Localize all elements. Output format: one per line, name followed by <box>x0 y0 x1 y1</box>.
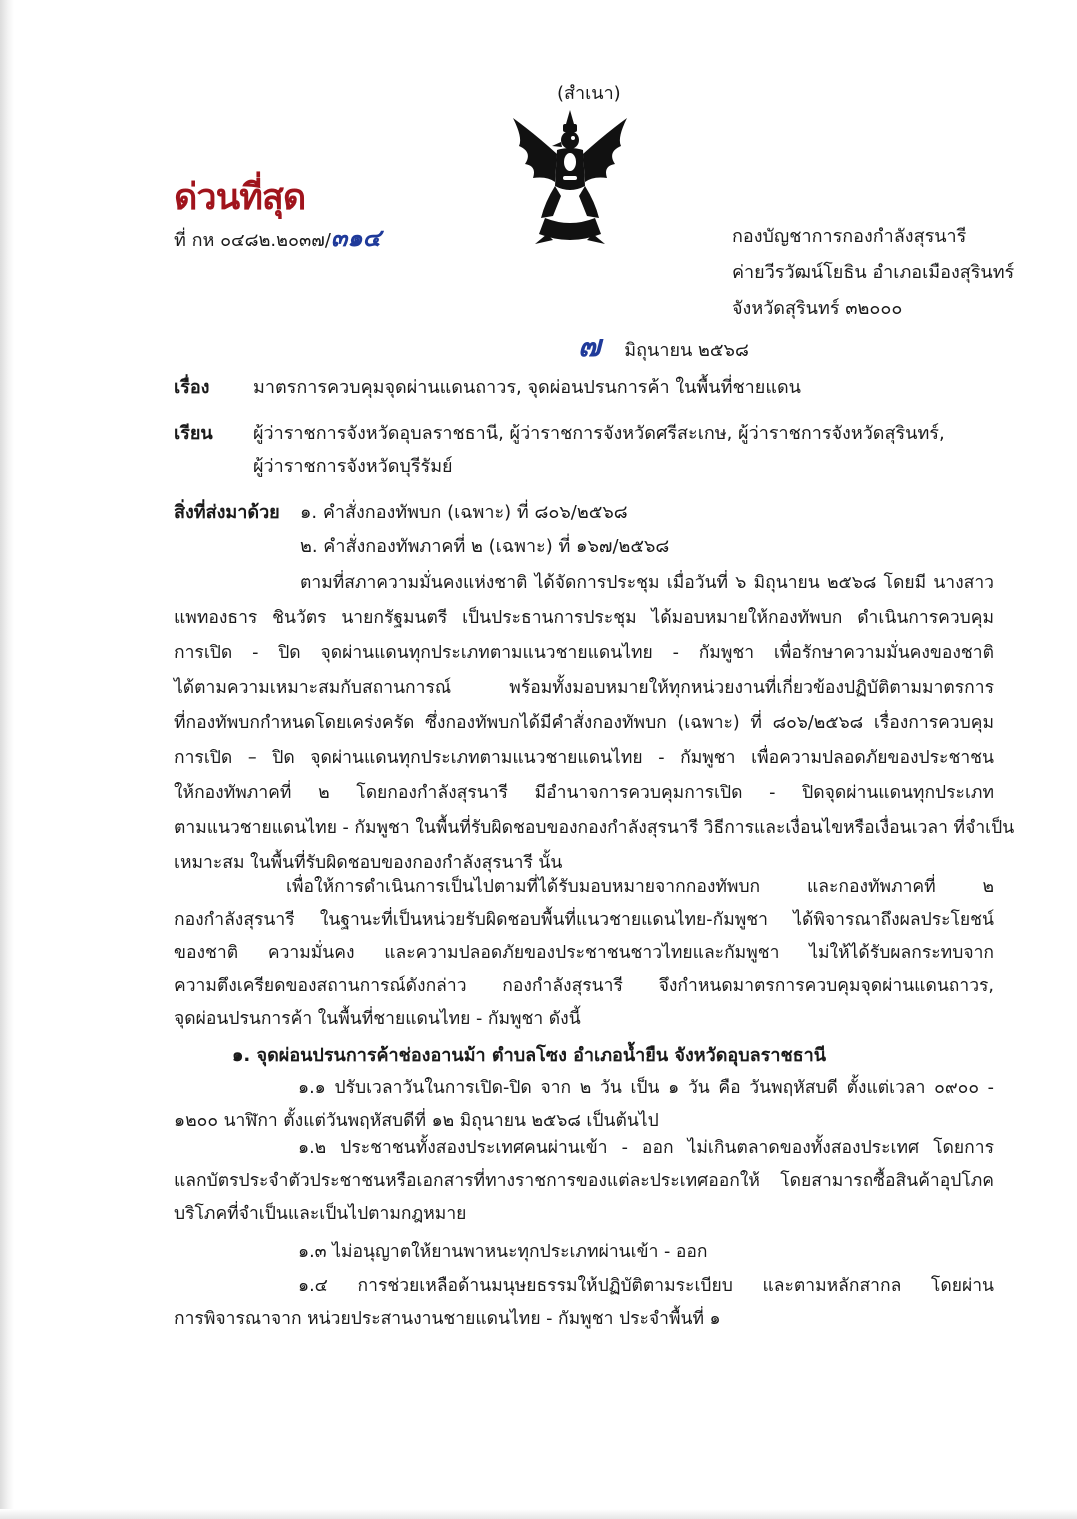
item-1-3: ๑.๓ ไม่อนุญาตให้ยานพาหนะทุกประเภทผ่านเข้า - ออก <box>298 1242 708 1262</box>
paragraph-line: ความตึงเครียดของสถานการณ์ดังกล่าว กองกำลังสุรนารี จึงกำหนดมาตรการควบคุมจุดผ่านแดนถาวร, <box>174 976 994 996</box>
item-1-4 <box>174 1276 994 1342</box>
recipient-label: เรียน <box>174 423 213 444</box>
paragraph-1 <box>174 573 1015 888</box>
paragraph-line: ให้กองทัพภาคที่ ๒ โดยกองกำลังสุรนารี มีอำนาจการควบคุมการเปิด - ปิดจุดผ่านแดนทุกประเภท <box>174 783 994 803</box>
date-day-handwritten: ๗ <box>578 329 601 364</box>
copy-mark: (สำเนา) <box>557 83 621 104</box>
document-number <box>174 218 381 257</box>
recipient-line: ผู้ว่าราชการจังหวัดบุรีรัมย์ <box>253 456 453 477</box>
item-line: การพิจารณาจาก หน่วยประสานงานชายแดนไทย - กัมพูชา ประจำพื้นที่ ๑ <box>174 1309 721 1329</box>
paragraph-line: ของชาติ ความมั่นคง และความปลอดภัยของประชาชนชาวไทยและกัมพูชา ไม่ให้ได้รับผลกระทบจาก <box>174 943 994 963</box>
enclosures-label: สิ่งที่ส่งมาด้วย <box>174 502 280 523</box>
item-line: ๑.๒ ประชาชนทั้งสองประเทศคนผ่านเข้า - ออก ไม่เกินตลาดของทั้งสองประเทศ โดยการ <box>298 1138 994 1158</box>
paragraph-line: ได้ตามความเหมาะสมกับสถานการณ์ พร้อมทั้งมอบหมายให้ทุกหน่วยงานที่เกี่ยวข้องปฏิบัติตามมาตรการ <box>174 678 994 698</box>
item-line: แลกบัตรประจำตัวประชาชนหรือเอกสารที่ทางราชการของแต่ละประเทศออกให้ โดยสามารถซื้อสินค้าอุปโภค <box>174 1171 994 1191</box>
issuing-office <box>732 219 1014 327</box>
item-line: บริโภคที่จำเป็นและเป็นไปตามกฎหมาย <box>174 1204 467 1224</box>
item-1-1 <box>174 1078 994 1144</box>
subject-label: เรื่อง <box>174 377 210 398</box>
document-number-handwritten: ๓๑๔ <box>330 224 381 252</box>
urgency-stamp: ด่วนที่สุด <box>174 177 306 218</box>
paragraph-line: กองกำลังสุรนารี ในฐานะที่เป็นหน่วยรับผิดชอบพื้นที่แนวชายแดนไทย-กัมพูชา ได้พิจารณาถึงผลประโยชน์ <box>174 910 994 930</box>
office-line: จังหวัดสุรินทร์ ๓๒๐๐๐ <box>732 298 903 319</box>
item-line: ๑.๑ ปรับเวลาวันในการเปิด-ปิด จาก ๒ วัน เป็น ๑ วัน คือ วันพฤหัสบดี ตั้งแต่เวลา ๐๙๐๐ - <box>298 1078 994 1098</box>
paragraph-line: การเปิด – ปิด จุดผ่านแดนทุกประเภทตามแนวชายแดนไทย - กัมพูชา เพื่อความปลอดภัยของประชาชน <box>174 748 994 768</box>
paragraph-line: ตามที่สภาความมั่นคงแห่งชาติ ได้จัดการประชุม เมื่อวันที่ ๖ มิถุนายน ๒๕๖๘ โดยมี นางสาว <box>300 573 994 593</box>
paragraph-line: การเปิด - ปิด จุดผ่านแดนทุกประเภทตามแนวชายแดนไทย - กัมพูชา เพื่อรักษาความมั่นคงของชาติ <box>174 643 994 663</box>
paragraph-line: เหมาะสม ในพื้นที่รับผิดชอบของกองกำลังสุรนารี นั้น <box>174 853 563 873</box>
subject-text: มาตรการควบคุมจุดผ่านแดนถาวร, จุดผ่อนปรนการค้า ในพื้นที่ชายแดน <box>253 377 801 398</box>
section-1-heading: ๑. จุดผ่อนปรนการค้าช่องอานม้า ตำบลโซง อำเภอน้ำยืน จังหวัดอุบลราชธานี <box>232 1045 827 1066</box>
paragraph-line: แพทองธาร ชินวัตร นายกรัฐมนตรี เป็นประธานการประชุม ได้มอบหมายให้กองทัพบก ดำเนินการควบคุม <box>174 608 994 628</box>
document-number-prefix: ที่ กห ๐๔๘๒.๒๐๓๗/ <box>174 230 331 251</box>
office-line: ค่ายวีรวัฒน์โยธิน อำเภอเมืองสุรินทร์ <box>732 262 1015 283</box>
scan-left-edge <box>0 0 14 1519</box>
scan-bottom-edge <box>0 1509 1077 1519</box>
paragraph-line: จุดผ่อนปรนการค้า ในพื้นที่ชายแดนไทย - กัมพูชา ดังนี้ <box>174 1009 581 1029</box>
paragraph-2 <box>174 877 994 1042</box>
enclosure-item: ๒. คำสั่งกองทัพภาคที่ ๒ (เฉพาะ) ที่ ๑๖๗/๒๕๖๘ <box>300 536 670 557</box>
paragraph-line: ที่กองทัพบกกำหนดโดยเคร่งครัด ซึ่งกองทัพบกได้มีคำสั่งกองทัพบก (เฉพาะ) ที่ ๘๐๖/๒๕๖๘ เรื่องการควบคุม <box>174 713 994 733</box>
recipient-line: ผู้ว่าราชการจังหวัดอุบลราชธานี, ผู้ว่าราชการจังหวัดศรีสะเกษ, ผู้ว่าราชการจังหวัดสุรินทร์, <box>253 423 945 444</box>
enclosure-item: ๑. คำสั่งกองทัพบก (เฉพาะ) ที่ ๘๐๖/๒๕๖๘ <box>300 502 628 523</box>
garuda-emblem <box>505 106 635 246</box>
document-date <box>578 323 749 370</box>
paragraph-line: เพื่อให้การดำเนินการเป็นไปตามที่ได้รับมอบหมายจากกองทัพบก และกองทัพภาคที่ ๒ <box>286 877 994 897</box>
item-line: ๑๒๐๐ นาฬิกา ตั้งแต่วันพฤหัสบดีที่ ๑๒ มิถุนายน ๒๕๖๘ เป็นต้นไป <box>174 1111 659 1131</box>
item-line: ๑.๔ การช่วยเหลือด้านมนุษยธรรมให้ปฏิบัติตามระเบียบ และตามหลักสากล โดยผ่าน <box>298 1276 994 1296</box>
item-1-2 <box>174 1138 994 1237</box>
date-text: มิถุนายน ๒๕๖๘ <box>624 340 749 361</box>
office-line: กองบัญชาการกองกำลังสุรนารี <box>732 226 967 247</box>
paragraph-line: ตามแนวชายแดนไทย - กัมพูชา ในพื้นที่รับผิดชอบของกองกำลังสุรนารี วิธีการและเงื่อนไขหรือเงื่อนเวลา ที่จำเป็น <box>174 818 1015 838</box>
